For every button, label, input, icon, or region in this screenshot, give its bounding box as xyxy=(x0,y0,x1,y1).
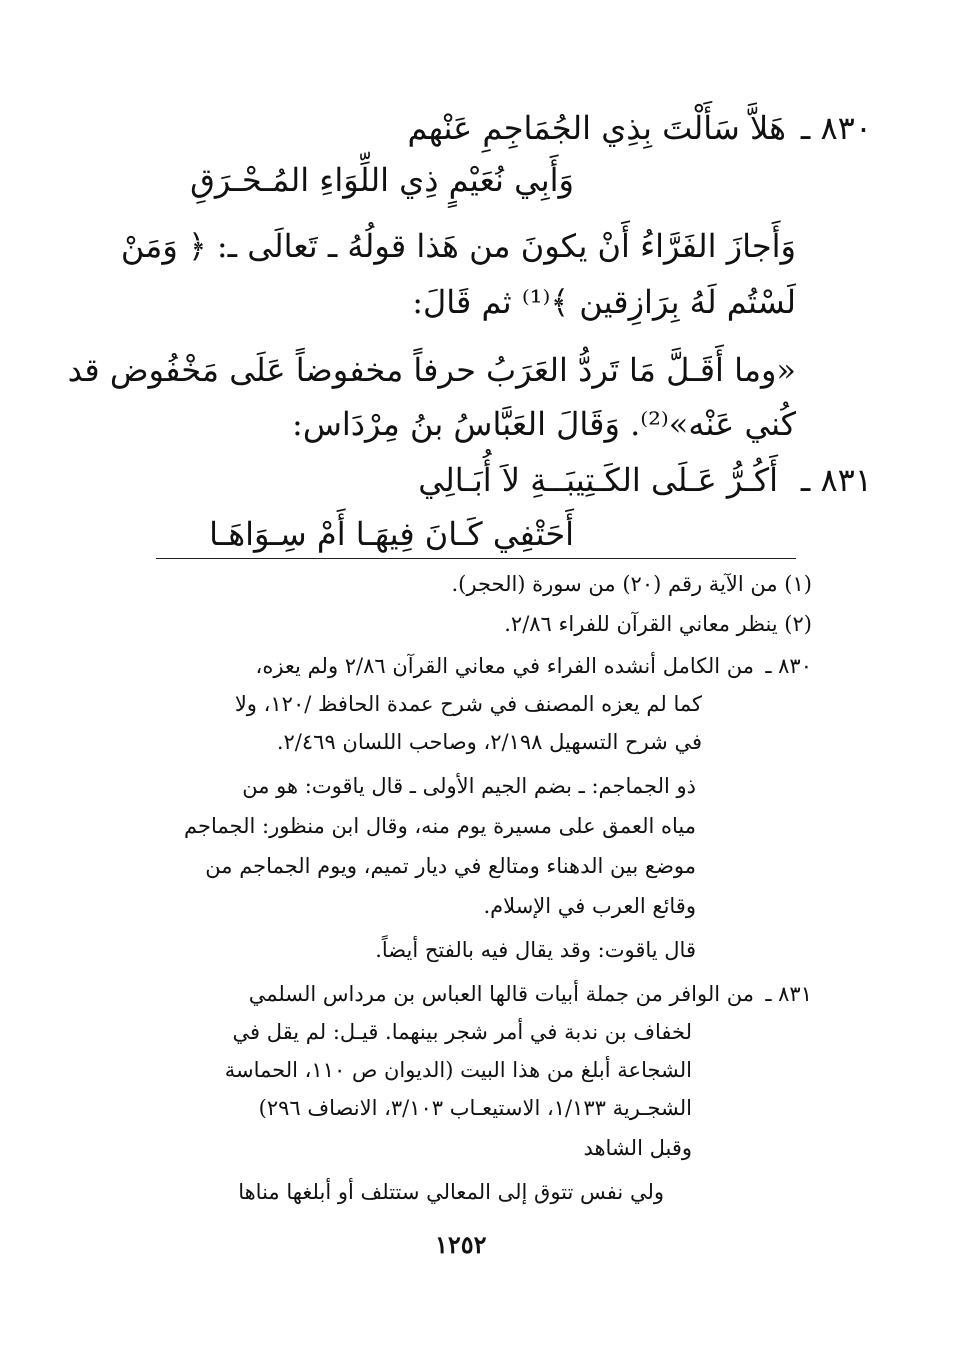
verse-831-line-1: أَكُـرُّ عَـلَى الكَـتِيبَــةِ لاَ أُبَـالِي xyxy=(418,461,778,499)
note-830-line-1: من الكامل أنشده الفراء في معاني القرآن ٢/٨٦ ولم يعزه، xyxy=(255,654,754,678)
verse-830-number: ٨٣٠ ـ xyxy=(800,109,872,147)
page-number: ١٢٥٢ xyxy=(435,1230,487,1259)
note-830-number: ٨٣٠ ـ xyxy=(765,654,812,678)
note-830-line-3: في شرح التسهيل ٢/١٩٨، وصاحب اللسان ٢/٤٦٩. xyxy=(276,730,702,754)
note-831-line-3: الشجاعة أبلغ من هذا البيت (الديوان ص ١١٠، الحماسة xyxy=(224,1058,692,1082)
paragraph-2-line-2: كُني عَنْه»⁽²⁾. وَقَالَ العَبَّاسُ بنُ مِرْدَاس: xyxy=(292,405,796,443)
verse-831-number: ٨٣١ ـ xyxy=(800,461,872,499)
gloss-line-4: وقائع العرب في الإسلام. xyxy=(483,894,696,918)
footnote-separator xyxy=(156,558,796,559)
gloss-line-2: مياه العمق على مسيرة يوم منه، وقال ابن منظور: الجماجم xyxy=(184,814,696,838)
paragraph-1-line-2: لَسْتُم لَهُ بِرَازِقين ﴾⁽¹⁾ ثم قَالَ: xyxy=(412,283,796,321)
note-831-verse: ولي نفس تتوق إلى المعالي ستتلف أو أبلغها مناها xyxy=(238,1180,664,1204)
verse-830-line-1: هَلاَّ سَأَلْتَ بِذِي الجُمَاجِمِ عَنْهم xyxy=(407,109,786,147)
footnote-1: (١) من الآية رقم (٢٠) من سورة (الحجر). xyxy=(451,572,812,596)
gloss-line-1: ذو الجماجم: ـ بضم الجيم الأولى ـ قال ياقوت: هو من xyxy=(242,774,696,798)
paragraph-1-line-1: وَأَجازَ الفَرَّاءُ أَنْ يكونَ من هَذا قولُهُ ـ تَعالَى ـ: ﴿ وَمَنْ xyxy=(120,227,796,265)
gloss-line-5: قال ياقوت: وقد يقال فيه بالفتح أيضاً. xyxy=(375,938,696,962)
note-831-number: ٨٣١ ـ xyxy=(765,982,812,1006)
gloss-line-3: موضع بين الدهناء ومتالع في ديار تميم، ويوم الجماجم من xyxy=(205,854,696,878)
note-830-line-2: كما لم يعزه المصنف في شرح عمدة الحافظ /١٢٠، ولا xyxy=(234,692,702,716)
paragraph-2-line-1: «وما أَقَـلَّ مَا تَردُّ العَرَبُ حرفاً مخفوضاً عَلَى مَخْفُوض قد xyxy=(67,351,796,389)
verse-831-line-2: أَحَتْفِي كَـانَ فِيهَـا أَمْ سِـوَاهَـا xyxy=(209,515,574,553)
note-831-line-2: لخفاف بن ندبة في أمر شجر بينهما. قيـل: لم يقل في xyxy=(232,1020,692,1044)
verse-830-line-2: وَأَبِي نُعَيْمٍ ذِي اللِّوَاءِ المُـحْـرَقِ xyxy=(190,161,574,199)
footnote-2: (٢) ينظر معاني القرآن للفراء ٢/٨٦. xyxy=(504,612,812,636)
note-831-line-1: من الوافر من جملة أبيات قالها العباس بن مرداس السلمي xyxy=(248,982,754,1006)
note-831-line-5: وقبل الشاهد xyxy=(583,1136,692,1160)
note-831-line-4: الشجـرية ١/١٣٣، الاستيعـاب ٣/١٠٣، الانصاف ٢٩٦) xyxy=(258,1096,692,1120)
